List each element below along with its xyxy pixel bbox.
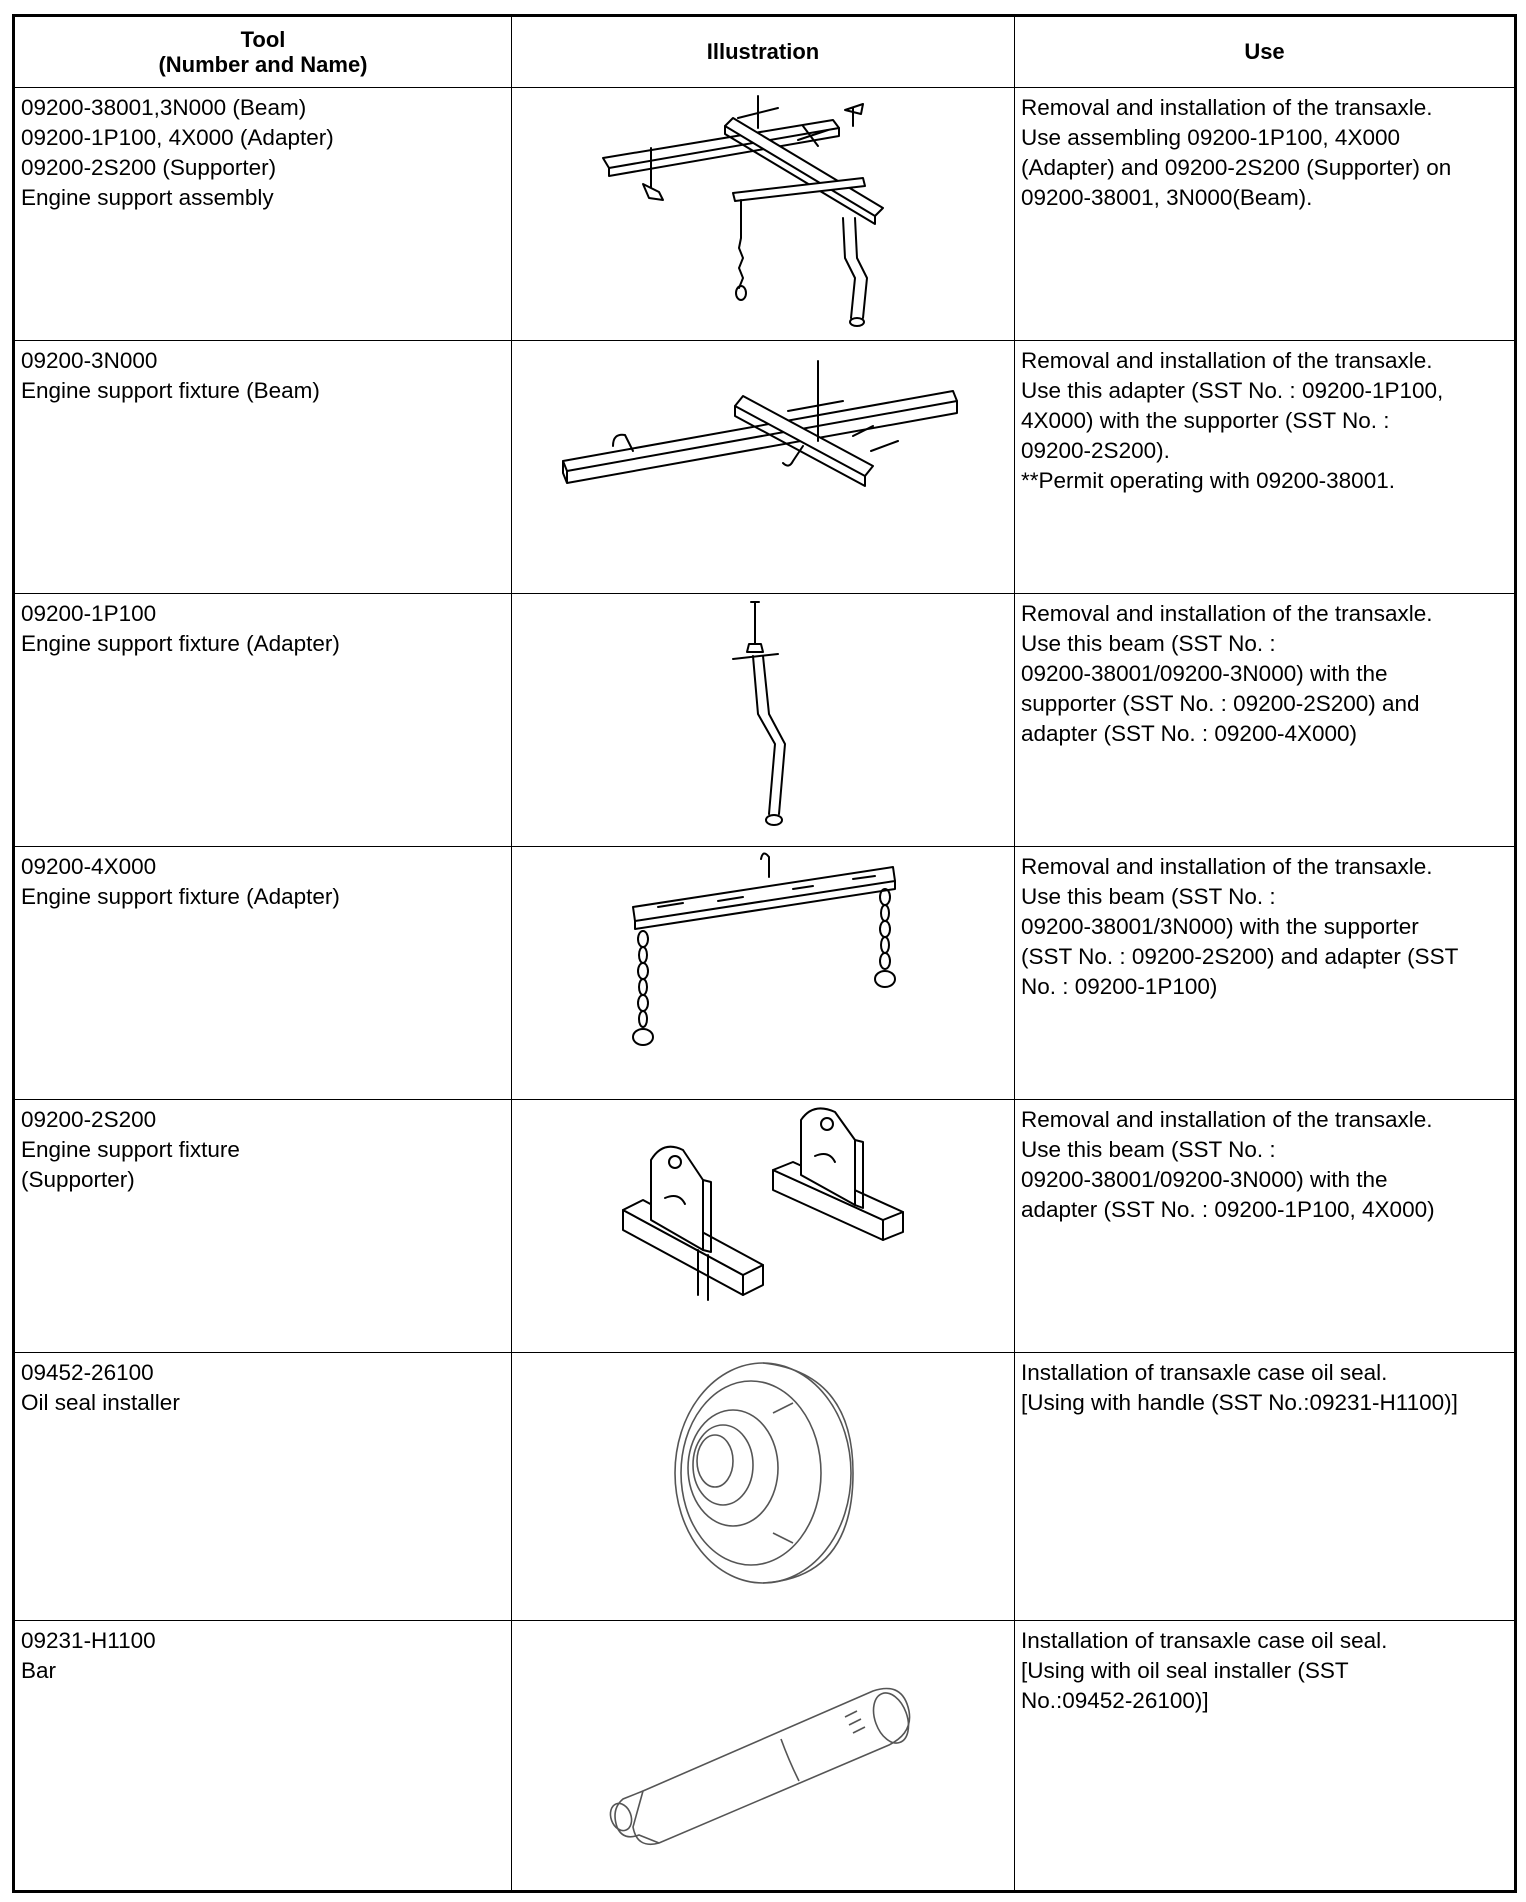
use-line: Use this beam (SST No. : — [1020, 631, 1276, 656]
tool-line: Engine support fixture (Adapter) — [21, 631, 340, 656]
supporter-brackets-icon — [603, 1100, 923, 1330]
use-line: Removal and installation of the transaxle. — [1020, 1107, 1433, 1132]
special-tools-table — [12, 14, 1517, 1893]
use-line: Removal and installation of the transaxle. — [1020, 95, 1433, 120]
tool-line: Oil seal installer — [21, 1390, 180, 1415]
tool-cell — [14, 1621, 512, 1892]
use-line: Use this adapter (SST No. : 09200-1P100, — [1020, 378, 1444, 403]
hook-adapter-icon — [703, 594, 823, 834]
use-line: Installation of transaxle case oil seal. — [1020, 1360, 1388, 1385]
table-row — [14, 1100, 1516, 1353]
illustration-cell — [511, 88, 1014, 341]
tool-line: 09200-2S200 (Supporter) — [21, 155, 277, 180]
header-tool-line-2: (Number and Name) — [158, 52, 368, 77]
use-line: Removal and installation of the transaxle. — [1020, 601, 1433, 626]
tool-cell — [14, 847, 512, 1100]
illustration-cell — [511, 1621, 1014, 1892]
use-line: adapter (SST No. : 09200-4X000) — [1020, 721, 1358, 746]
use-line: supporter (SST No. : 09200-2S200) and — [1020, 691, 1420, 716]
illustration-cell — [511, 1353, 1014, 1621]
tool-line: 09452-26100 — [21, 1360, 154, 1385]
table-row — [14, 1621, 1516, 1892]
use-line: 4X000) with the supporter (SST No. : — [1020, 408, 1390, 433]
use-line: Use assembling 09200-1P100, 4X000 — [1020, 125, 1400, 150]
table-row — [14, 594, 1516, 847]
header-tool — [14, 16, 512, 88]
tool-line: Engine support fixture — [21, 1137, 240, 1162]
use-line: **Permit operating with 09200-38001. — [1020, 468, 1395, 493]
header-illustration: Illustration — [511, 16, 1014, 88]
table-header-row — [14, 16, 1516, 88]
use-cell — [1014, 88, 1515, 341]
use-line: 09200-38001/09200-3N000) with the — [1020, 661, 1388, 686]
tool-line: Engine support fixture (Beam) — [21, 378, 320, 403]
use-cell — [1014, 1353, 1515, 1621]
use-line: [Using with handle (SST No.:09231-H1100)] — [1020, 1390, 1458, 1415]
use-cell — [1014, 847, 1515, 1100]
use-line: 09200-38001/3N000) with the supporter — [1020, 914, 1419, 939]
engine-support-assembly-icon — [583, 88, 943, 328]
table-row — [14, 88, 1516, 341]
tool-line: 09231-H1100 — [21, 1628, 156, 1653]
tool-line: 09200-3N000 — [21, 348, 158, 373]
bar-handle-icon — [603, 1621, 923, 1861]
use-cell — [1014, 594, 1515, 847]
tool-line: (Supporter) — [21, 1167, 135, 1192]
table-row — [14, 1353, 1516, 1621]
tool-line: 09200-2S200 — [21, 1107, 157, 1132]
tool-line: 09200-1P100, 4X000 (Adapter) — [21, 125, 334, 150]
use-line: [Using with oil seal installer (SST — [1020, 1658, 1349, 1683]
tool-line: 09200-38001,3N000 (Beam) — [21, 95, 307, 120]
oil-seal-installer-icon — [663, 1353, 863, 1593]
use-line: Use this beam (SST No. : — [1020, 884, 1276, 909]
tool-cell — [14, 341, 512, 594]
support-beam-icon — [553, 341, 973, 501]
use-line: Installation of transaxle case oil seal. — [1020, 1628, 1388, 1653]
tool-cell — [14, 1100, 512, 1353]
use-line: adapter (SST No. : 09200-1P100, 4X000) — [1020, 1197, 1435, 1222]
use-line: No.:09452-26100)] — [1020, 1688, 1209, 1713]
use-line: (SST No. : 09200-2S200) and adapter (SST — [1020, 944, 1459, 969]
use-line: 09200-38001, 3N000(Beam). — [1020, 185, 1313, 210]
use-line: Removal and installation of the transaxle. — [1020, 348, 1433, 373]
use-line: 09200-2S200). — [1020, 438, 1170, 463]
illustration-cell — [511, 1100, 1014, 1353]
use-cell — [1014, 1621, 1515, 1892]
tool-line: 09200-1P100 — [21, 601, 157, 626]
use-cell — [1014, 341, 1515, 594]
tool-cell — [14, 1353, 512, 1621]
use-line: 09200-38001/09200-3N000) with the — [1020, 1167, 1388, 1192]
use-line: Use this beam (SST No. : — [1020, 1137, 1276, 1162]
table-row — [14, 341, 1516, 594]
illustration-cell — [511, 847, 1014, 1100]
tool-line: 09200-4X000 — [21, 854, 157, 879]
tool-line: Engine support assembly — [21, 185, 274, 210]
use-cell — [1014, 1100, 1515, 1353]
header-tool-line-1: Tool — [240, 26, 286, 52]
tool-cell — [14, 594, 512, 847]
tool-line: Bar — [21, 1658, 57, 1683]
tool-line: Engine support fixture (Adapter) — [21, 884, 340, 909]
use-line: Removal and installation of the transaxle. — [1020, 854, 1433, 879]
table-row — [14, 847, 1516, 1100]
use-line: No. : 09200-1P100) — [1020, 974, 1218, 999]
illustration-cell — [511, 594, 1014, 847]
header-use: Use — [1014, 16, 1515, 88]
use-line: (Adapter) and 09200-2S200 (Supporter) on — [1020, 155, 1452, 180]
chain-adapter-icon — [613, 847, 913, 1067]
illustration-cell — [511, 341, 1014, 594]
tool-cell — [14, 88, 512, 341]
